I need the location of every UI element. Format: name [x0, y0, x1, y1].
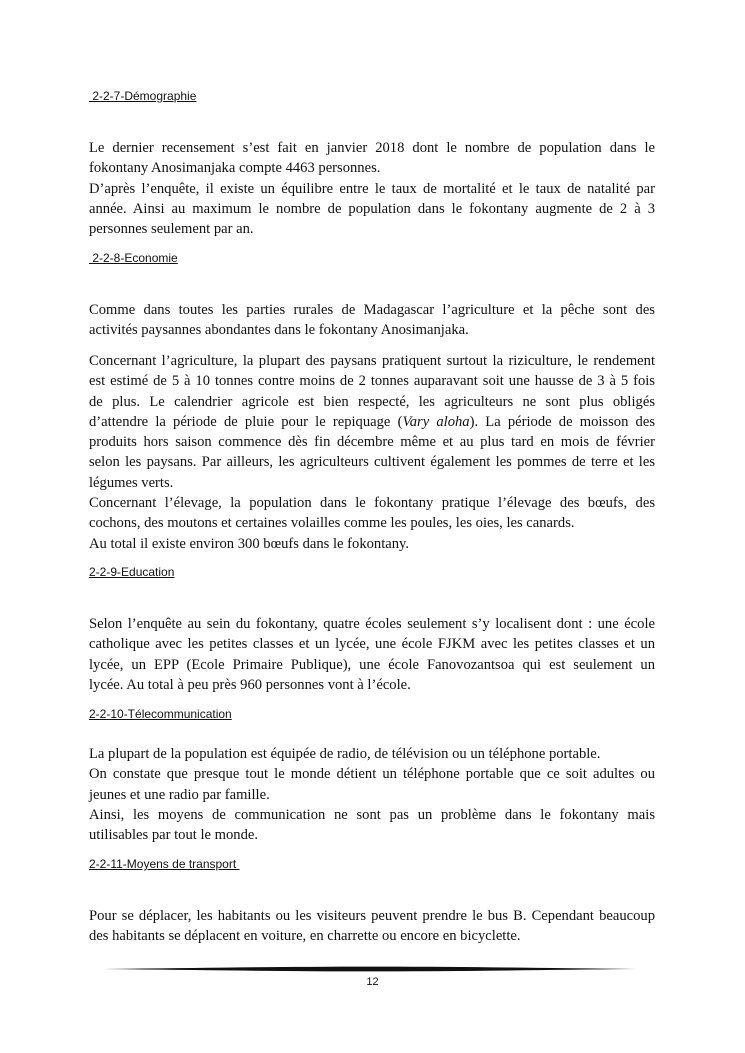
text-line: fokontany Anosimanjaka compte 4463 personnes. — [89, 160, 381, 177]
paragraph-education — [89, 614, 655, 695]
section-heading-education: 2-2-9-Education — [89, 565, 175, 579]
text-line: des habitants se déplacent en voiture, en charrette ou encore en bicyclette. — [89, 928, 521, 945]
paragraph-demographie — [89, 138, 655, 239]
text-line: Concernant l’agriculture, la plupart des paysans pratiquent surtout la riziculture, le rendement — [89, 353, 655, 369]
text-line: catholique avec les petites classes et un lycée, une école FJKM avec les petites classes et un — [89, 636, 655, 653]
text-line: année. Ainsi au maximum le nombre de population dans le fokontany augmente de 2 à 3 — [89, 200, 655, 217]
text-line: selon les paysans. Par ailleurs, les agriculteurs cultivent également les pommes de terre et les — [89, 454, 655, 471]
text-line: cochons, des moutons et certaines volailles comme les poules, les oies, les canards. — [89, 515, 575, 532]
text-fragment: d’attendre la période de pluie pour le repiquage ( — [89, 413, 403, 430]
text-line: lycée, un EPP (Ecole Primaire Publique), une école Fanovozantsoa qui est seulement un — [89, 656, 655, 673]
section-heading-telecommunication: 2-2-10-Télecommunication — [89, 707, 232, 721]
text-line: Selon l’enquête au sein du fokontany, quatre écoles seulement s’y localisent dont : une école — [89, 616, 655, 632]
paragraph-transport — [89, 906, 655, 947]
text-line: Pour se déplacer, les habitants ou les visiteurs peuvent prendre le bus B. Cependant beaucoup — [89, 908, 655, 924]
section-heading-demographie: 2-2-7-Démographie — [89, 89, 197, 103]
text-line: utilisables par tout le monde. — [89, 827, 259, 844]
text-line: Concernant l’élevage, la population dans le fokontany pratique l’élevage des bœufs, des — [89, 495, 655, 512]
text-fragment: ). La période de moisson des — [469, 413, 656, 430]
text-line: Au total il existe environ 300 bœufs dans le fokontany. — [89, 535, 410, 552]
text-line: personnes seulement par an. — [89, 221, 254, 238]
footer-divider — [103, 966, 641, 972]
text-line: produits hors saison commence dès fin décembre même et au plus tard en mois de février — [89, 434, 655, 451]
page-number: 12 — [366, 976, 379, 988]
paragraph-economie-agriculture — [89, 351, 655, 554]
text-line: On constate que presque tout le monde détient un téléphone portable que ce soit adultes ou — [89, 766, 655, 783]
italic-term: Vary aloha — [402, 413, 470, 430]
text-line: La plupart de la population est équipée de radio, de télévision ou un téléphone portable. — [89, 746, 601, 762]
text-line: activités paysannes abondantes dans le fokontany Anosimanjaka. — [89, 322, 469, 339]
paragraph-telecommunication — [89, 744, 655, 845]
text-line: est estimé de 5 à 10 tonnes contre moins de 2 tonnes auparavant soit une hausse de 3 à 5 fois — [89, 373, 655, 390]
text-line — [89, 412, 655, 432]
text-line: lycée. Au total à peu près 960 personnes vont à l’école. — [89, 676, 411, 693]
text-line: Le dernier recensement s’est fait en janvier 2018 dont le nombre de population dans le — [89, 140, 655, 156]
text-line: jeunes et une radio par famille. — [89, 786, 270, 803]
text-line: Comme dans toutes les parties rurales de Madagascar l’agriculture et la pêche sont des — [89, 302, 655, 318]
text-line: D’après l’enquête, il existe un équilibre entre le taux de mortalité et le taux de natalité par — [89, 180, 655, 197]
paragraph-economie-intro — [89, 300, 655, 341]
text-line: Ainsi, les moyens de communication ne sont pas un problème dans le fokontany mais — [89, 806, 655, 823]
text-line: de plus. Le calendrier agricole est bien respecté, les agriculteurs ne sont plus obligés — [89, 393, 655, 410]
text-line: légumes verts. — [89, 474, 174, 491]
section-heading-economie: 2-2-8-Economie — [89, 251, 178, 265]
section-heading-transport: 2-2-11-Moyens de transport — [89, 857, 240, 871]
